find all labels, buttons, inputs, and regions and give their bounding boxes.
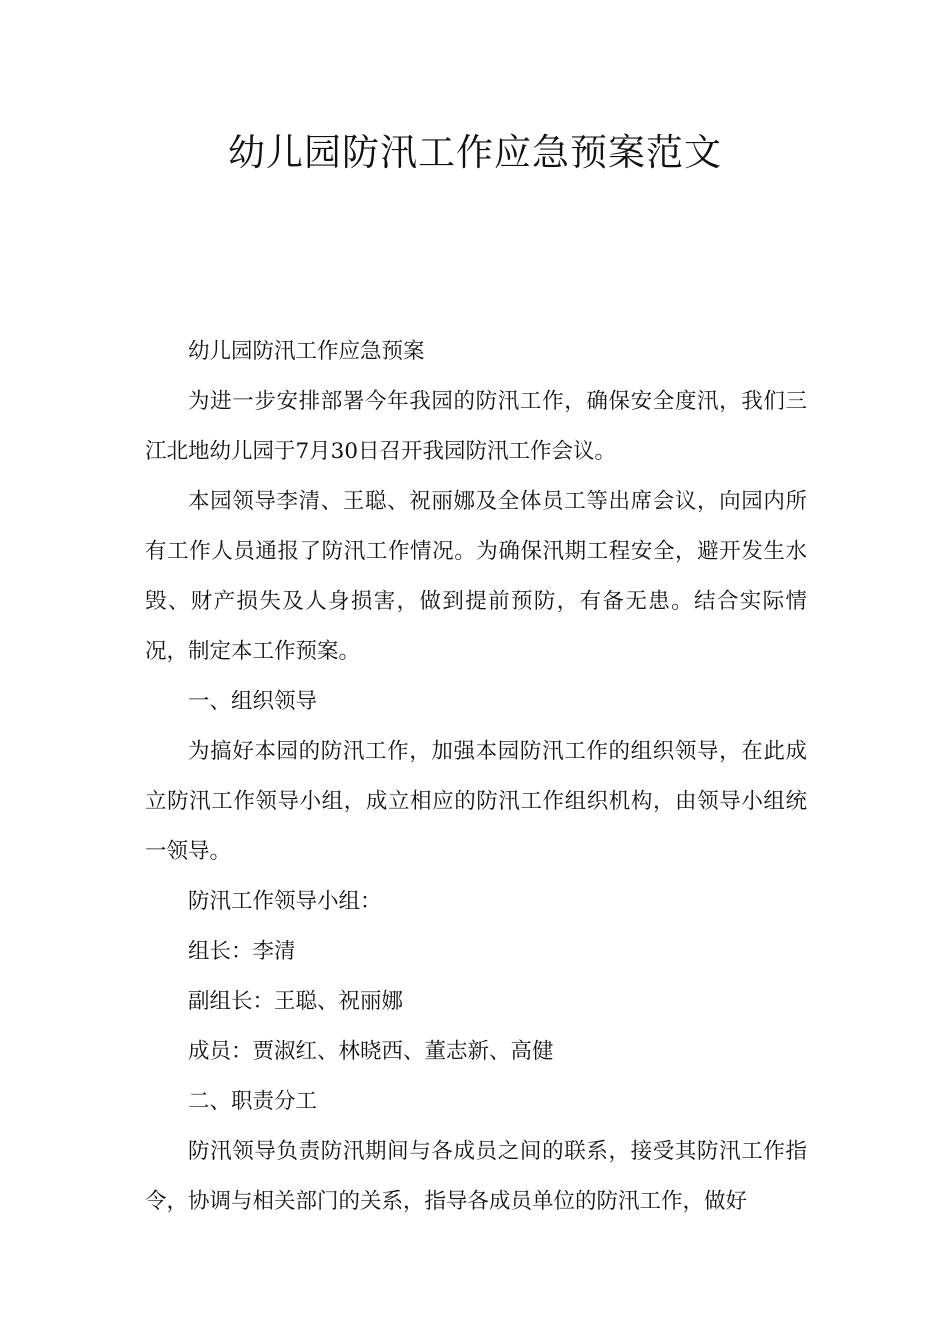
document-body (145, 327, 807, 1227)
document-title: 幼儿园防汛工作应急预案范文 (228, 131, 722, 174)
paragraph-group-heading: 防汛工作领导小组： (188, 889, 382, 914)
section-heading-organization: 一、组织领导 (188, 689, 318, 714)
paragraph-deputy-leader: 副组长：王聪、祝丽娜 (188, 989, 404, 1014)
paragraph-organization: 为搞好本园的防汛工作，加强本园防汛工作的组织领导，在此成立防汛工作领导小组，成立相应的防汛工作组织机构，由领导小组统一领导。 (145, 739, 807, 864)
section-heading-duties: 二、职责分工 (188, 1089, 318, 1114)
paragraph-subtitle: 幼儿园防汛工作应急预案 (188, 339, 425, 364)
paragraph-members: 成员：贾淑红、林晓西、董志新、高健 (188, 1039, 554, 1064)
paragraph-meeting: 本园领导李清、王聪、祝丽娜及全体员工等出席会议，向园内所有工作人员通报了防汛工作情况。为确保汛期工程安全，避开发生水毁、财产损失及人身损害，做到提前预防，有备无患。结合实际情况，制定本工作预案。 (145, 489, 807, 664)
paragraph-duties: 防汛领导负责防汛期间与各成员之间的联系，接受其防汛工作指令，协调与相关部门的关系，指导各成员单位的防汛工作，做好 (145, 1139, 807, 1214)
paragraph-intro: 为进一步安排部署今年我园的防汛工作，确保安全度汛，我们三江北地幼儿园于7月30日召开我园防汛工作会议。 (145, 389, 807, 464)
paragraph-group-leader: 组长：李清 (188, 939, 296, 964)
